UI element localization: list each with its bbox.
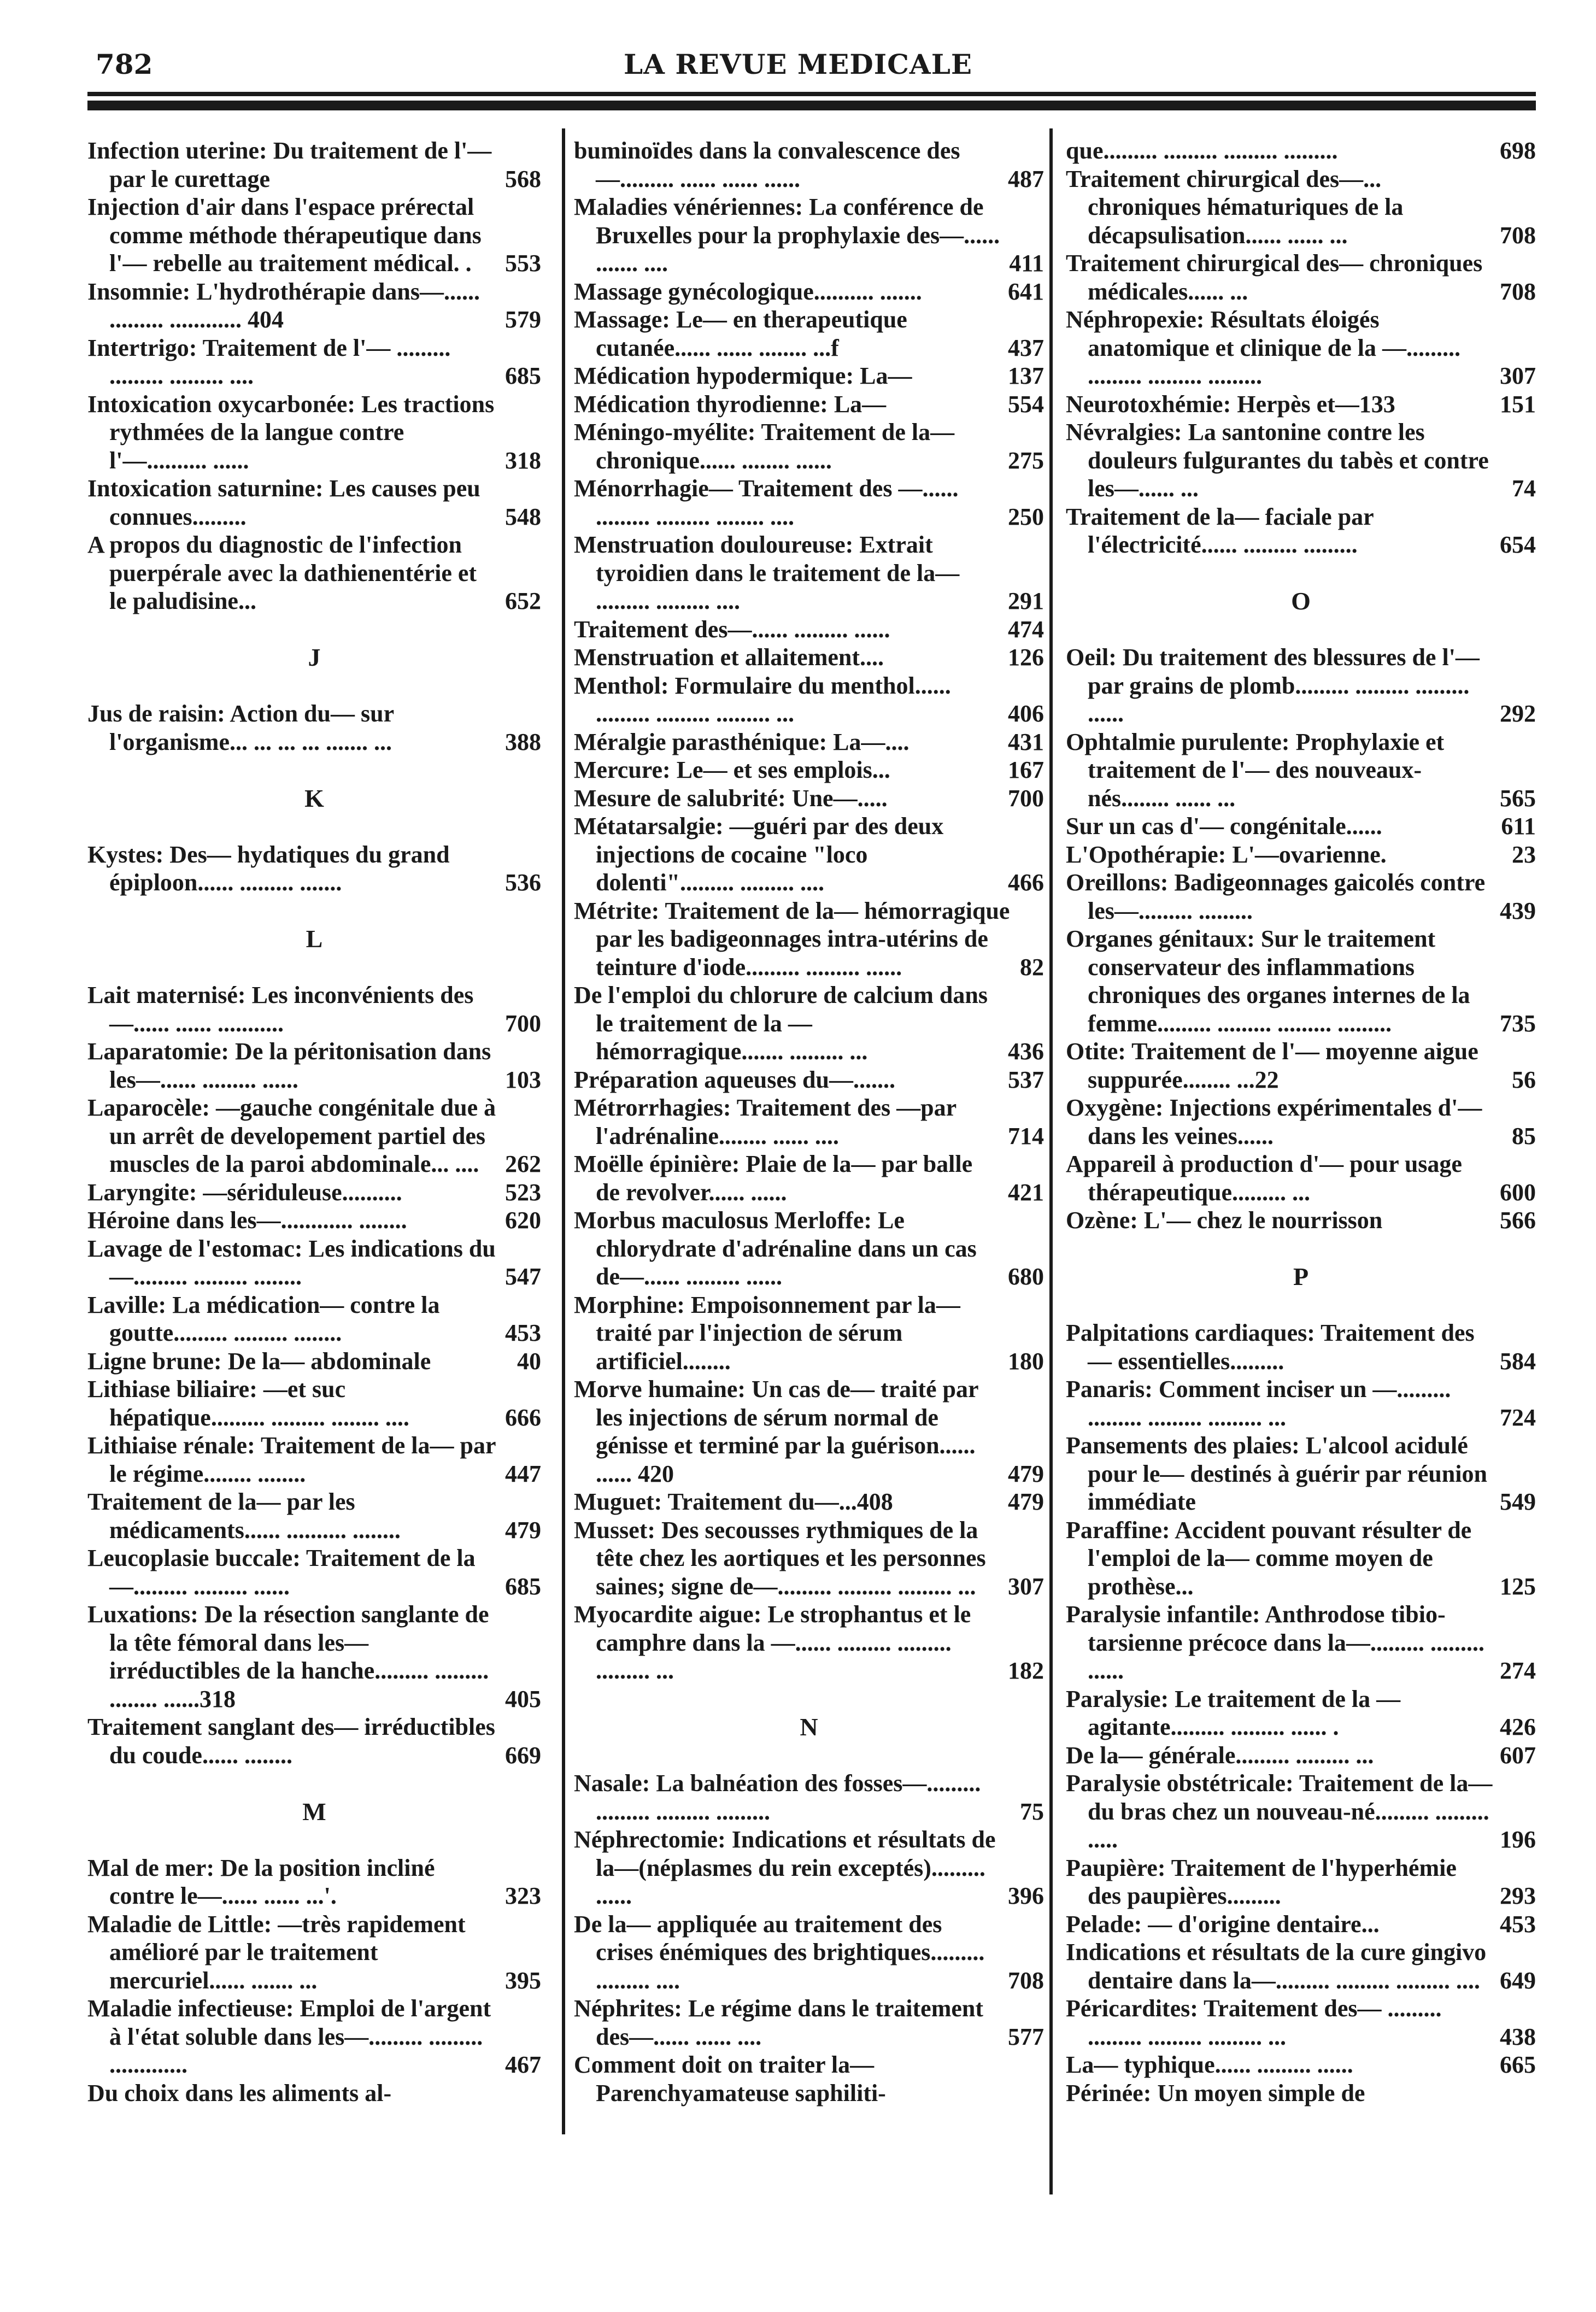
entry-text: Ménorrhagie— Traitement des —...... ......... ......... ........ .... [574, 475, 959, 530]
page-reference: 323 [505, 1882, 541, 1909]
entry-text: Paralysie obstétricale: Traitement de la—du bras chez un nouveau-né......... ......... ..... [1066, 1770, 1493, 1853]
entry-text: Intoxication saturnine: Les causes peu connues......... [87, 475, 480, 530]
page-reference: 103 [505, 1066, 541, 1093]
index-entry [87, 1713, 541, 1769]
entry-text: Indications et résultats de la cure gingivo dentaire dans la—......... ......... ......... .... [1066, 1939, 1487, 1994]
page-reference: 437 [1008, 334, 1044, 361]
entry-text: Paupière: Traitement de l'hyperhémie des paupières......... [1066, 1854, 1457, 1909]
page-reference: 547 [505, 1263, 541, 1290]
page-reference: 85 [1512, 1122, 1536, 1149]
index-entry [87, 278, 541, 334]
page-reference: 438 [1500, 2023, 1536, 2050]
index-column-1 [87, 137, 541, 2296]
index-entry [1066, 1854, 1536, 1910]
entry-text: Ozène: L'— chez le nourrisson [1066, 1207, 1383, 1234]
page-reference: 126 [1008, 644, 1044, 671]
entry-text: Néphropexie: Résultats éloigés anatomique et clinique de la —......... ......... ......... ......... [1066, 306, 1461, 389]
entry-text: Musset: Des secousses rythmiques de la tête chez les aortiques et les personnes saines; signe de—......... ......... ......... ... [574, 1516, 986, 1600]
page-number: 782 [96, 48, 153, 80]
index-entry [87, 1854, 541, 1910]
index-entry [574, 897, 1044, 982]
entry-text: Comment doit on traiter la— Parenchyamateuse saphiliti- [574, 2051, 886, 2106]
index-entry [1066, 841, 1536, 869]
index-entry [87, 1600, 541, 1713]
index-entry [1066, 643, 1536, 728]
page-reference: 182 [1008, 1657, 1044, 1684]
index-entry [1066, 869, 1536, 925]
index-entry [574, 1206, 1044, 1291]
entry-text: Lait maternisé: Les inconvénients des—...... ...... ........... [87, 982, 474, 1037]
page-reference: 479 [1008, 1488, 1044, 1515]
page-reference: 250 [1008, 503, 1044, 530]
index-entry [87, 1994, 541, 2079]
page-reference: 700 [505, 1010, 541, 1037]
index-entry [87, 137, 541, 193]
page-reference: 151 [1500, 390, 1536, 418]
page-reference: 708 [1500, 278, 1536, 305]
index-entry [1066, 418, 1536, 503]
page-reference: 82 [1020, 953, 1044, 981]
entry-text: Neurotoxhémie: Herpès et—133 [1066, 390, 1395, 418]
entry-text: Traitement chirurgical des— chroniques médicales...... ... [1066, 250, 1483, 305]
index-entry [1066, 1910, 1536, 1939]
index-entry [574, 1291, 1044, 1376]
index-entry [1066, 2051, 1536, 2079]
page-reference: 607 [1500, 1741, 1536, 1769]
page-reference: 548 [505, 503, 541, 530]
entry-text: Ophtalmie purulente: Prophylaxie et traitement de l'— des nouveaux-nés........ ...... ... [1066, 728, 1445, 812]
page-reference: 523 [505, 1178, 541, 1206]
entry-text: Héroine dans les—............ ........ [87, 1207, 407, 1234]
page-reference: 665 [1500, 2051, 1536, 2078]
index-entry [574, 981, 1044, 1066]
entry-text: Infection uterine: Du traitement de l'— par le curettage [87, 137, 492, 192]
section-letter: O [1291, 587, 1311, 615]
page-reference: 421 [1008, 1178, 1044, 1206]
entry-text: Du choix dans les aliments al- [87, 2079, 392, 2106]
entry-text: Menthol: Formulaire du menthol...... ......... ......... ......... ... [574, 672, 951, 727]
page-reference: 553 [505, 250, 541, 277]
page-reference: 537 [1008, 1066, 1044, 1093]
entry-text: Intertrigo: Traitement de l'— ......... ......... ......... .... [87, 334, 451, 389]
column-divider-1 [562, 128, 565, 2134]
entry-text: De la— générale......... ......... ... [1066, 1741, 1374, 1769]
page-reference: 680 [1008, 1263, 1044, 1290]
page-reference: 395 [505, 1967, 541, 1994]
page-reference: 568 [505, 165, 541, 192]
index-entry [574, 362, 1044, 390]
index-entry [1066, 1769, 1536, 1854]
index-entry [574, 1600, 1044, 1685]
index-entry [1066, 1600, 1536, 1685]
entry-text: Lithiaise rénale: Traitement de la— par le régime........ ........ [87, 1432, 496, 1487]
entry-text: Traitement chirurgical des—... chroniques hématuriques de la décapsulisation...... ...... ... [1066, 165, 1404, 249]
index-entry [1066, 503, 1536, 559]
page-reference: 436 [1008, 1038, 1044, 1065]
entry-text: Menstruation et allaitement.... [574, 644, 884, 671]
page-reference: 318 [505, 447, 541, 474]
index-entry [574, 1375, 1044, 1488]
section-letter: M [302, 1797, 326, 1826]
page-reference: 735 [1500, 1010, 1536, 1037]
entry-text: Péricardites: Traitement des— ......... ......... ......... ......... ... [1066, 1995, 1442, 2050]
page-reference: 566 [1500, 1207, 1536, 1234]
index-entry [1066, 306, 1536, 390]
page-reference: 447 [505, 1460, 541, 1487]
entry-text: Intoxication oxycarbonée: Les tractions rythmées de la langue contre l'—.......... ...... [87, 390, 495, 474]
page-reference: 579 [505, 306, 541, 333]
page-reference: 536 [505, 869, 541, 896]
page-reference: 487 [1008, 165, 1044, 192]
entry-text: que......... ......... ......... ......... [1066, 137, 1338, 164]
entry-text: Laryngite: —sériduleuse.......... [87, 1178, 402, 1206]
entry-text: Laparatomie: De la péritonisation dans les—...... ......... ...... [87, 1038, 491, 1093]
index-entry [87, 1375, 541, 1431]
entry-text: Injection d'air dans l'espace prérectal comme méthode thérapeutique dans l'— rebelle au traitement médical. . [87, 193, 482, 277]
index-entry [87, 193, 541, 278]
entry-text: Morbus maculosus Merloffe: Le chlorydrate d'adrénaline dans un cas de—...... ......... ...... [574, 1207, 977, 1290]
page-reference: 40 [517, 1347, 541, 1375]
page-reference: 652 [505, 588, 541, 614]
entry-text: Médication thyrodienne: La— [574, 390, 887, 418]
index-entry [87, 390, 541, 475]
index-entry [1066, 1741, 1536, 1770]
entry-text: Organes génitaux: Sur le traitement conservateur des inflammations chroniques des organes internes de la femme......... ......... ......... ......... [1066, 925, 1470, 1037]
page-reference: 23 [1512, 841, 1536, 868]
entry-text: Traitement des—...... ......... ...... [574, 615, 890, 643]
page-reference: 666 [505, 1404, 541, 1431]
page-reference: 479 [1008, 1460, 1044, 1487]
index-entry [1066, 390, 1536, 419]
index-entry [574, 137, 1044, 193]
entry-text: Insomnie: L'hydrothérapie dans—...... ......... ............ 404 [87, 278, 480, 333]
page-reference: 405 [505, 1685, 541, 1712]
entry-text: Morve humaine: Un cas de— traité par les injections de sérum normal de génisse et terminé par la guérison...... ...... 420 [574, 1376, 978, 1487]
section-letter: P [1293, 1263, 1309, 1290]
entry-text: Massage: Le— en therapeutique cutanée...... ...... ........ ...f [574, 306, 907, 361]
index-entry [1066, 1938, 1536, 1994]
page-reference: 426 [1500, 1714, 1536, 1740]
entry-text: Traitement sanglant des— irréductibles du coude...... ........ [87, 1714, 495, 1769]
entry-text: De l'emploi du chlorure de calcium dans le traitement de la — hémorragique....... ......... ... [574, 982, 988, 1065]
entry-text: Métrorrhagies: Traitement des —par l'adrénaline........ ...... .... [574, 1094, 957, 1149]
page-reference: 714 [1008, 1122, 1044, 1149]
index-entry [1066, 1375, 1536, 1431]
page-reference: 466 [1008, 869, 1044, 896]
entry-text: Paralysie infantile: Anthrodose tibio-tarsienne précoce dans la—......... ......... ...... [1066, 1601, 1484, 1684]
entry-text: Paraffine: Accident pouvant résulter de l'emploi de la— comme moyen de prothèse... [1066, 1516, 1472, 1600]
index-entry [574, 474, 1044, 531]
entry-text: Périnée: Un moyen simple de [1066, 2079, 1365, 2106]
entry-text: Néphrectomie: Indications et résultats de la—(néplasmes du rein exceptés)......... ...... [574, 1826, 996, 1909]
index-entry [87, 1431, 541, 1488]
page-reference: 307 [1500, 362, 1536, 389]
entry-text: Mesure de salubrité: Une—..... [574, 784, 888, 812]
page-reference: 584 [1500, 1347, 1536, 1375]
index-entry [574, 728, 1044, 756]
entry-text: Méningo-myélite: Traitement de la— chronique...... ........ ...... [574, 419, 955, 474]
page-reference: 698 [1500, 137, 1536, 164]
page-reference: 439 [1500, 897, 1536, 924]
index-entry [574, 418, 1044, 474]
index-column-2 [574, 137, 1044, 2296]
entry-text: Morphine: Empoisonnement par la— traité par l'injection de sérum artificiel........ [574, 1291, 960, 1375]
page-reference: 56 [1512, 1066, 1536, 1093]
entry-text: Laparocèle: —gauche congénitale due à un arrêt de developement partiel des muscles de la paroi abdominale... .... [87, 1094, 496, 1177]
page-reference: 74 [1512, 475, 1536, 502]
index-entry [1066, 1037, 1536, 1094]
entry-text: Oeil: Du traitement des blessures de l'— par grains de plomb......... ......... ......... ...... [1066, 644, 1480, 727]
index-entry [574, 615, 1044, 644]
entry-text: Leucoplasie buccale: Traitement de la—......... ......... ...... [87, 1545, 476, 1600]
index-entry [574, 812, 1044, 897]
page-reference: 291 [1008, 588, 1044, 614]
index-entry [87, 1544, 541, 1600]
index-entry [87, 2079, 541, 2108]
section-letter: N [800, 1713, 818, 1741]
page-reference: 262 [505, 1151, 541, 1177]
page-reference: 411 [1009, 250, 1044, 277]
page-reference: 565 [1500, 784, 1536, 812]
index-entry [574, 643, 1044, 672]
index-entry [574, 672, 1044, 728]
index-entry [1066, 1206, 1536, 1235]
page-reference: 396 [1008, 1882, 1044, 1909]
index-entry [87, 1910, 541, 1995]
index-entry [87, 841, 541, 897]
entry-text: Pansements des plaies: L'alcool acidulé pour le— destinés à guérir par réunion immédiate [1066, 1432, 1487, 1515]
entry-text: Médication hypodermique: La— [574, 362, 912, 389]
entry-text: Maladies vénériennes: La conférence de Bruxelles pour la prophylaxie des—...... ....... .... [574, 193, 1000, 277]
index-entry [1066, 137, 1536, 165]
index-entry [574, 306, 1044, 362]
entry-text: Néphrites: Le régime dans le traitement des—...... ...... .... [574, 1995, 984, 2050]
index-entry [1066, 165, 1536, 250]
index-entry [574, 784, 1044, 813]
page-reference: 708 [1500, 221, 1536, 249]
index-entry [1066, 925, 1536, 1037]
page-reference: 307 [1008, 1572, 1044, 1600]
entry-text: Lavage de l'estomac: Les indications du—......... ......... ........ [87, 1235, 496, 1290]
entry-text: Oreillons: Badigeonnages gaicolés contre les—......... ......... [1066, 869, 1486, 924]
index-entry [574, 1826, 1044, 1910]
page-reference: 549 [1500, 1488, 1536, 1515]
page-reference: 180 [1008, 1347, 1044, 1375]
entry-text: Méralgie parasthénique: La—.... [574, 728, 910, 755]
entry-text: Luxations: De la résection sanglante de la tête fémoral dans les— irréductibles de la hanche......... ......... ........ ......318 [87, 1601, 489, 1712]
index-entry [574, 1094, 1044, 1150]
index-entry [87, 1206, 541, 1235]
entry-text: De la— appliquée au traitement des crises énémiques des brightiques......... ......... .... [574, 1910, 985, 1994]
page-reference: 474 [1008, 615, 1044, 643]
section-letter: J [308, 643, 321, 671]
entry-text: Traitement de la— faciale par l'électricité...... ......... ......... [1066, 503, 1374, 558]
index-entry [87, 1094, 541, 1178]
page-reference: 708 [1008, 1967, 1044, 1994]
page-reference: 479 [505, 1516, 541, 1544]
entry-text: Maladie de Little: —très rapidement amélioré par le traitement mercuriel...... ....... ... [87, 1910, 466, 1994]
index-entry [1066, 249, 1536, 306]
page-reference: 431 [1008, 728, 1044, 755]
entry-text: A propos du diagnostic de l'infection puerpérale avec la dathienentérie et le paludisine... [87, 531, 477, 614]
index-entry [87, 1347, 541, 1376]
index-column-3 [1066, 137, 1536, 2296]
page-reference: 669 [505, 1741, 541, 1769]
index-entry [574, 1910, 1044, 1995]
index-entry [1066, 812, 1536, 841]
index-entry [87, 700, 541, 756]
entry-text: Maladie infectieuse: Emploi de l'argent à l'état soluble dans les—......... ......... ............. [87, 1995, 491, 2078]
page-reference: 196 [1500, 1826, 1536, 1853]
entry-text: Mercure: Le— et ses emplois... [574, 756, 890, 783]
entry-text: Muguet: Traitement du—...408 [574, 1488, 893, 1515]
index-entry [574, 1769, 1044, 1826]
page-reference: 654 [1500, 531, 1536, 558]
page-reference: 406 [1008, 700, 1044, 727]
index-entry [1066, 1431, 1536, 1516]
index-entry [574, 756, 1044, 784]
page-reference: 685 [505, 362, 541, 389]
index-entry [87, 1037, 541, 1094]
page-reference: 467 [505, 2051, 541, 2078]
column-divider-2 [1049, 128, 1053, 2194]
index-entry [574, 1066, 1044, 1094]
index-entry [87, 474, 541, 531]
index-entry [574, 278, 1044, 306]
index-entry [87, 1235, 541, 1291]
page-reference: 620 [505, 1207, 541, 1234]
entry-text: Métrite: Traitement de la— hémorragique par les badigeonnages intra-utérins de teinture d'iode......... ......... ...... [574, 897, 1010, 981]
entry-text: Métatarsalgie: —guéri par des deux injections de cocaine "loco dolenti"......... ......... .... [574, 813, 944, 896]
index-entry [574, 390, 1044, 419]
page-reference: 167 [1008, 756, 1044, 783]
index-entry [87, 334, 541, 390]
entry-text: Palpitations cardiaques: Traitement des— essentielles......... [1066, 1319, 1475, 1375]
index-entry [574, 2051, 1044, 2107]
index-entry [1066, 1685, 1536, 1741]
index-entry [1066, 1319, 1536, 1375]
entry-text: L'Opothérapie: L'—ovarienne. [1066, 841, 1387, 868]
entry-text: Moëlle épinière: Plaie de la— par balle de revolver...... ...... [574, 1151, 973, 1206]
entry-text: Appareil à production d'— pour usage thérapeutique......... ... [1066, 1151, 1462, 1206]
entry-text: Panaris: Comment inciser un —......... ......... ......... ......... ... [1066, 1376, 1451, 1431]
header-rule-thick [87, 101, 1536, 110]
page-reference: 292 [1500, 700, 1536, 727]
entry-text: Myocardite aigue: Le strophantus et le camphre dans la —...... ......... ......... ......... ... [574, 1601, 971, 1684]
entry-text: Laville: La médication— contre la goutte......... ......... ........ [87, 1291, 440, 1346]
entry-text: Paralysie: Le traitement de la — agitante......... ......... ...... . [1066, 1685, 1401, 1740]
entry-text: Préparation aqueuses du—....... [574, 1066, 895, 1093]
entry-text: Ligne brune: De la— abdominale [87, 1347, 431, 1375]
page-reference: 700 [1008, 784, 1044, 812]
entry-text: Sur un cas d'— congénitale...... [1066, 813, 1382, 840]
index-entry [87, 1291, 541, 1347]
index-entry [574, 531, 1044, 615]
page-reference: 724 [1500, 1404, 1536, 1431]
running-title: LA REVUE MEDICALE [624, 48, 972, 80]
index-entry [574, 1516, 1044, 1601]
index-entry [87, 981, 541, 1037]
page-reference: 577 [1008, 2023, 1044, 2050]
header-rule-thin [87, 92, 1536, 96]
page-reference: 274 [1500, 1657, 1536, 1684]
index-entry [1066, 1994, 1536, 2051]
page-reference: 293 [1500, 1882, 1536, 1909]
page-reference: 453 [505, 1319, 541, 1346]
index-entry [574, 1488, 1044, 1516]
entry-text: Massage gynécologique.......... ....... [574, 278, 922, 305]
entry-text: Nasale: La balnéation des fosses—......... ......... ......... ......... [574, 1770, 981, 1825]
entry-text: buminoïdes dans la convalescence des—......... ...... ...... ...... [574, 137, 960, 192]
page-reference: 611 [1501, 813, 1536, 840]
entry-text: Menstruation douloureuse: Extrait tyroidien dans le traitement de la— ......... ......... .... [574, 531, 960, 614]
page-reference: 641 [1008, 278, 1044, 305]
index-entry [1066, 2079, 1536, 2108]
entry-text: Mal de mer: De la position incliné contre le—...... ...... ...'. [87, 1854, 435, 1909]
entry-text: Pelade: — d'origine dentaire... [1066, 1910, 1380, 1938]
index-entry [574, 1150, 1044, 1206]
page-reference: 388 [505, 728, 541, 755]
index-entry [1066, 1094, 1536, 1150]
page-reference: 685 [505, 1572, 541, 1600]
index-entry [1066, 1150, 1536, 1206]
section-letter: L [306, 925, 323, 953]
page-reference: 649 [1500, 1967, 1536, 1994]
index-entry [87, 1488, 541, 1544]
index-entry [1066, 1516, 1536, 1601]
page-reference: 554 [1008, 390, 1044, 418]
index-entry [87, 1178, 541, 1207]
entry-text: Oxygène: Injections expérimentales d'— dans les veines...... [1066, 1094, 1482, 1149]
entry-text: Névralgies: La santonine contre les douleurs fulgurantes du tabès et contre les—...... ... [1066, 419, 1489, 502]
entry-text: Traitement de la— par les médicaments...... .......... ........ [87, 1488, 401, 1544]
index-entry [87, 531, 541, 615]
page-reference: 137 [1008, 362, 1044, 389]
page-reference: 453 [1500, 1910, 1536, 1938]
page-reference: 75 [1020, 1798, 1044, 1825]
index-entry [574, 193, 1044, 278]
page-reference: 125 [1500, 1572, 1536, 1600]
page-reference: 275 [1008, 447, 1044, 474]
index-entry [1066, 728, 1536, 813]
entry-text: Kystes: Des— hydatiques du grand épiploon...... ......... ....... [87, 841, 450, 896]
index-entry [574, 1994, 1044, 2051]
entry-text: La— typhique...... ......... ...... [1066, 2051, 1353, 2078]
entry-text: Lithiase biliaire: —et suc hépatique......... ......... ........ .... [87, 1376, 409, 1431]
page-reference: 600 [1500, 1178, 1536, 1206]
entry-text: Jus de raisin: Action du— sur l'organisme... ... ... ... ....... ... [87, 700, 394, 755]
entry-text: Otite: Traitement de l'— moyenne aigue suppurée........ ...22 [1066, 1038, 1478, 1093]
section-letter: K [304, 784, 324, 812]
